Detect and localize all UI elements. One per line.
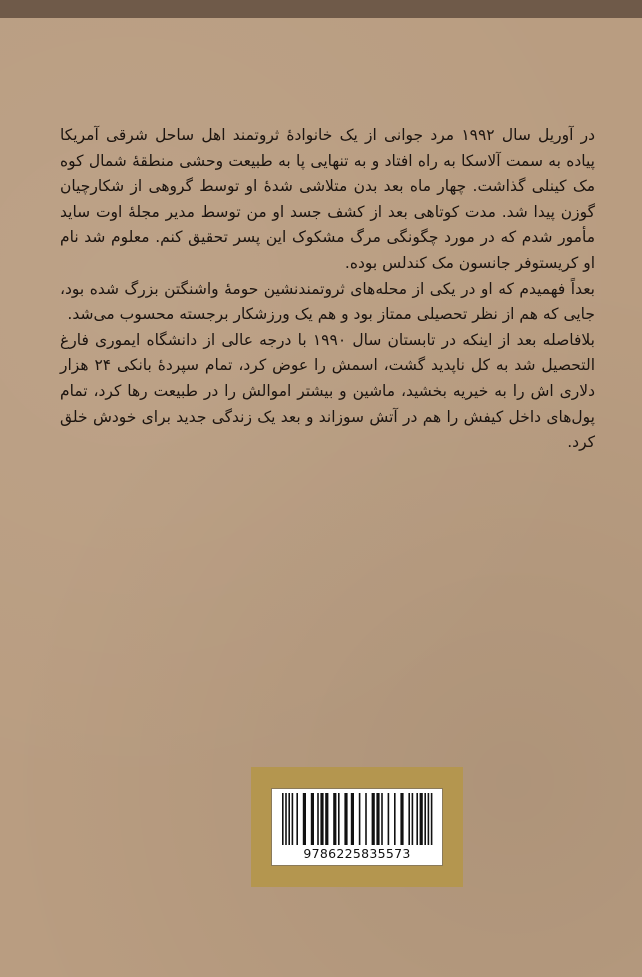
barcode-bar: [412, 793, 414, 845]
barcode-bar: [333, 793, 336, 845]
barcode-bar: [408, 793, 410, 845]
barcode-bar: [303, 793, 306, 845]
barcode-bar: [288, 793, 290, 845]
barcode-bar: [317, 793, 319, 845]
barcode-bar: [282, 793, 284, 845]
barcode-bars: [280, 793, 436, 845]
paragraph-2: بعداً فهمیدم که او در یکی از محله‌های ثروتمندنشین حومهٔ واشنگتن بزرگ شده بود، جایی که هم از نظر تحصیلی ممتاز بود و هم یک ورزشکار برجسته محسوب می‌شد.: [60, 279, 595, 324]
barcode-bar: [381, 793, 383, 845]
barcode-bar: [420, 793, 423, 845]
barcode-bar: [359, 793, 361, 845]
barcode-bar: [400, 793, 403, 845]
barcode-bar: [296, 793, 298, 845]
barcode-bar: [376, 793, 379, 845]
barcode: [271, 788, 443, 866]
barcode-bar: [394, 793, 396, 845]
paragraph-1: در آوریل سال ۱۹۹۲ مرد جوانی از یک خانوادهٔ ثروتمند اهل ساحل شرقی آمریکا پیاده به سمت آلاسکا به راه افتاد و به تنهایی پا به طبیعت وحشی منطقهٔ شمال کوه مک کینلی گذاشت. چهار ماه بعد بدن متلاشی شدهٔ او توسط گروهی از شکارچیان گوزن پیدا شد. مدت کوتاهی بعد از کشف جسد او من توسط مدیر مجلهٔ اوت ساید مأمور شدم که در مورد چگونگی مرگ مشکوک این پسر تحقیق کنم. معلوم شد نام او کریستوفر جانسون مک کندلس بوده.: [60, 126, 595, 272]
barcode-bar: [431, 793, 433, 845]
blurb-text: [60, 123, 595, 456]
barcode-bar: [365, 793, 367, 845]
isbn-number: 9786225835573: [303, 846, 411, 861]
barcode-bar: [311, 793, 314, 845]
paragraph-3: بلافاصله بعد از اینکه در تابستان سال ۱۹۹۰ با درجه عالی از دانشگاه ایموری فارغ التحصیل شد به کل ناپدید گشت، اسمش را عوض کرد، تمام سپردهٔ بانکی ۲۴ هزار دلاری اش را به خیریه بخشید، ماشین و بیشتر اموالش را در طبیعت رها کرد، تمام پول‌های داخل کیفش را هم در آتش سوزاند و بعد یک زندگی جدید برای خودش خلق کرد.: [60, 330, 596, 452]
barcode-bar: [416, 793, 418, 845]
barcode-bar: [344, 793, 347, 845]
barcode-bar: [428, 793, 430, 845]
barcode-bar: [424, 793, 426, 845]
top-edge: [0, 0, 642, 18]
barcode-bar: [292, 793, 294, 845]
barcode-bar: [320, 793, 323, 845]
barcode-bar: [325, 793, 328, 845]
barcode-bar: [285, 793, 287, 845]
barcode-bar: [338, 793, 340, 845]
barcode-bar: [351, 793, 354, 845]
barcode-bar: [388, 793, 390, 845]
barcode-bar: [372, 793, 375, 845]
